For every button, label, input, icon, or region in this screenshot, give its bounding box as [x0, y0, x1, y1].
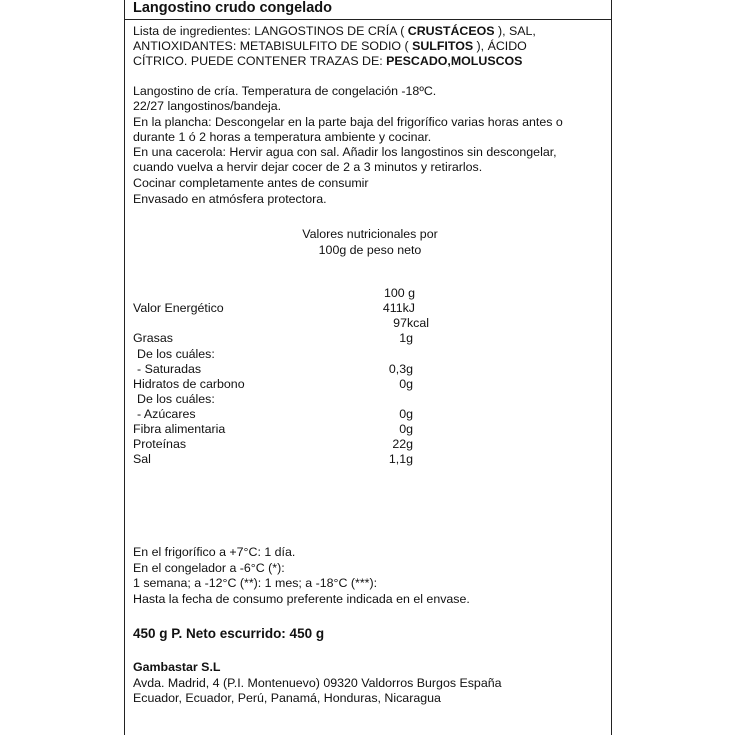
description-line: durante 1 ó 2 horas a temperatura ambiente y cocinar.	[133, 130, 432, 144]
nutrition-header-line-2: 100g de peso neto	[318, 243, 422, 257]
ingredients-text: ), ÁCIDO	[473, 39, 527, 53]
description-line: En una cacerola: Hervir agua con sal. Añadir los langostinos sin descongelar,	[133, 145, 557, 159]
nutrition-row-label: Proteínas	[133, 437, 187, 451]
nutrition-row-value: 1,1g	[388, 452, 413, 466]
description-line: Envasado en atmósfera protectora.	[133, 192, 327, 206]
ingredients-text: ), SAL,	[494, 24, 536, 38]
nutrition-row-value: 0g	[399, 422, 413, 436]
nutrition-row-label: - Saturadas	[137, 362, 202, 376]
nutrition-row-value: 1g	[399, 331, 413, 345]
description-line: 22/27 langostinos/bandeja.	[133, 99, 282, 113]
nutrition-row-value: 411kJ	[382, 301, 415, 315]
ingredients-line-1	[133, 24, 536, 39]
product-label	[124, 0, 612, 735]
nutrition-row-label: De los cuáles:	[137, 347, 215, 361]
net-weight: 450 g P. Neto escurrido: 450 g	[133, 626, 325, 641]
description-line: En la plancha: Descongelar en la parte baja del frigorífico varias horas antes o	[133, 115, 563, 129]
nutrition-row-value: 22g	[392, 437, 413, 451]
nutrition-column-header: 100 g	[383, 286, 415, 300]
description-line: Cocinar completamente antes de consumir	[133, 176, 369, 190]
nutrition-row-label: Sal	[133, 452, 151, 466]
storage-line: Hasta la fecha de consumo preferente indicada en el envase.	[133, 592, 470, 606]
nutrition-row-value: 0g	[399, 407, 413, 421]
storage-line: En el congelador a -6°C (*):	[133, 561, 285, 575]
nutrition-row-label: Fibra alimentaria	[133, 422, 226, 436]
nutrition-row-label: - Azúcares	[137, 407, 196, 421]
title-divider	[125, 19, 611, 20]
nutrition-row-label: Grasas	[133, 331, 173, 345]
allergen-crustaceos: CRUSTÁCEOS	[407, 24, 495, 38]
nutrition-row-label: De los cuáles:	[137, 392, 215, 406]
ingredients-line-3	[133, 54, 522, 69]
nutrition-row-value: 0,3g	[388, 362, 413, 376]
allergen-sulfitos: SULFITOS	[412, 39, 474, 53]
ingredients-text: CÍTRICO. PUEDE CONTENER TRAZAS DE:	[133, 54, 387, 68]
ingredients-text: ANTIOXIDANTES: METABISULFITO DE SODIO (	[133, 39, 413, 53]
allergen-traces: PESCADO,MOLUSCOS	[386, 54, 523, 68]
nutrition-row-value: 0g	[399, 377, 413, 391]
description-line: cuando vuelva a hervir dejar cocer de 2 a 3 minutos y retirarlos.	[133, 160, 483, 174]
ingredients-text: Lista de ingredientes: LANGOSTINOS DE CRÍA (	[133, 24, 408, 38]
product-title: Langostino crudo congelado	[133, 0, 332, 16]
storage-line: 1 semana; a -12°C (**): 1 mes; a -18°C (***):	[133, 576, 378, 590]
ingredients-line-2	[133, 39, 527, 54]
nutrition-header-line-1: Valores nutricionales por	[302, 227, 438, 241]
nutrition-row-label: Hidratos de carbono	[133, 377, 245, 391]
origin-countries: Ecuador, Ecuador, Perú, Panamá, Honduras, Nicaragua	[133, 691, 441, 705]
company-name: Gambastar S.L	[133, 660, 221, 674]
storage-line: En el frigorífico a +7°C: 1 día.	[133, 545, 296, 559]
nutrition-row-value: 97kcal	[393, 316, 429, 330]
description-line: Langostino de cría. Temperatura de congelación -18ºC.	[133, 84, 437, 98]
nutrition-row-label: Valor Energético	[133, 301, 224, 315]
company-address: Avda. Madrid, 4 (P.I. Montenuevo) 09320 Valdorros Burgos España	[133, 676, 502, 690]
